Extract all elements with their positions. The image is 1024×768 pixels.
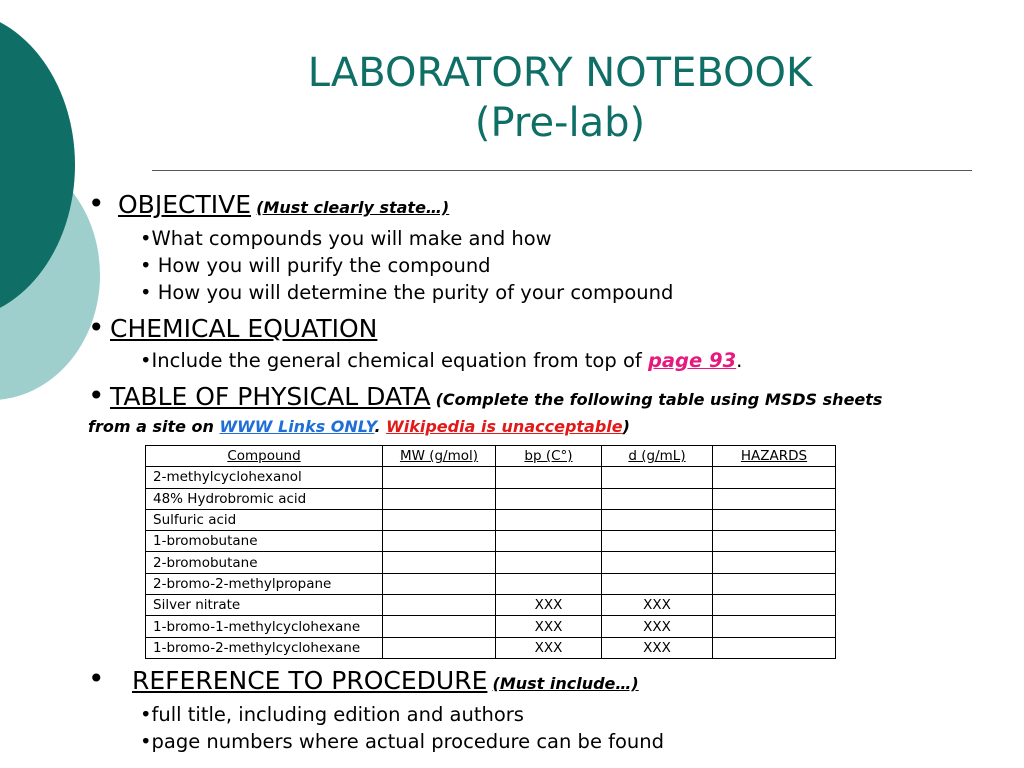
physical-data-heading: TABLE OF PHYSICAL DATA <box>110 382 431 411</box>
physical-data-note: Complete the following table using MSDS sheets <box>442 390 883 409</box>
table-row <box>146 595 836 616</box>
table-row <box>146 531 836 552</box>
value-cell <box>713 595 836 616</box>
title-line-2: (Pre-lab) <box>474 100 646 146</box>
physical-data-note-start: from a site on <box>88 417 220 436</box>
compound-cell: Sulfuric acid <box>146 509 383 530</box>
compound-cell: 1-bromobutane <box>146 531 383 552</box>
compound-cell: 1-bromo-2-methylcyclohexane <box>146 637 383 658</box>
value-cell <box>496 531 602 552</box>
objective-item-3: • How you will determine the purity of your compound <box>140 281 674 304</box>
bullet-objective: • <box>88 187 105 220</box>
compound-cell: 2-bromo-2-methylpropane <box>146 573 383 594</box>
column-header: d (g/mL) <box>602 446 713 467</box>
table-row <box>146 509 836 530</box>
value-cell <box>496 467 602 488</box>
title-line-1: LABORATORY NOTEBOOK <box>307 50 813 96</box>
column-header: HAZARDS <box>713 446 836 467</box>
title-divider <box>152 170 972 171</box>
value-cell <box>383 637 496 658</box>
value-cell <box>496 573 602 594</box>
table-row <box>146 467 836 488</box>
table-row <box>146 488 836 509</box>
value-cell <box>713 488 836 509</box>
page-93-link[interactable]: page 93 <box>647 349 737 372</box>
compound-cell: 2-bromobutane <box>146 552 383 573</box>
objective-item-2: • How you will purify the compound <box>140 254 491 277</box>
value-cell <box>602 531 713 552</box>
value-cell <box>496 552 602 573</box>
value-cell <box>383 573 496 594</box>
value-cell <box>383 467 496 488</box>
value-cell <box>713 509 836 530</box>
slide-title <box>150 48 970 148</box>
objective-item-1: •What compounds you will make and how <box>140 227 552 250</box>
value-cell: XXX <box>496 595 602 616</box>
physical-data-note-open: ( <box>435 390 443 409</box>
objective-note: (Must clearly state…) <box>256 198 450 217</box>
table-row <box>146 616 836 637</box>
table-row <box>146 637 836 658</box>
physical-data-table <box>145 445 836 659</box>
value-cell <box>713 552 836 573</box>
table-body <box>146 467 836 659</box>
value-cell: XXX <box>496 616 602 637</box>
column-header: bp (C°) <box>496 446 602 467</box>
reference-item-2: •page numbers where actual procedure can be found <box>140 730 665 753</box>
value-cell: XXX <box>602 637 713 658</box>
physical-data-note-line2 <box>88 417 630 436</box>
chemical-equation-heading: CHEMICAL EQUATION <box>110 314 378 343</box>
value-cell <box>383 595 496 616</box>
chemical-equation-item <box>140 349 742 372</box>
value-cell <box>383 509 496 530</box>
wikipedia-warning: Wikipedia is unacceptable <box>386 417 623 436</box>
value-cell: XXX <box>602 595 713 616</box>
reference-heading-line <box>132 666 639 695</box>
value-cell <box>602 573 713 594</box>
value-cell <box>713 616 836 637</box>
value-cell <box>602 488 713 509</box>
value-cell <box>496 509 602 530</box>
table-row <box>146 573 836 594</box>
table-row <box>146 552 836 573</box>
value-cell <box>383 488 496 509</box>
compound-cell: Silver nitrate <box>146 595 383 616</box>
physical-data-note-close: ) <box>622 417 630 436</box>
bullet-reference: • <box>88 662 105 695</box>
bullet-physical-data: • <box>88 379 105 412</box>
compound-cell: 48% Hydrobromic acid <box>146 488 383 509</box>
value-cell <box>713 531 836 552</box>
column-header: Compound <box>146 446 383 467</box>
value-cell: XXX <box>602 616 713 637</box>
value-cell <box>602 467 713 488</box>
compound-cell: 2-methylcyclohexanol <box>146 467 383 488</box>
value-cell <box>383 616 496 637</box>
value-cell <box>602 509 713 530</box>
reference-heading: REFERENCE TO PROCEDURE <box>132 666 488 695</box>
objective-heading: OBJECTIVE <box>118 190 251 219</box>
chemical-equation-item-end: . <box>736 349 743 372</box>
value-cell <box>602 552 713 573</box>
www-links-link[interactable]: WWW Links ONLY <box>219 417 375 436</box>
value-cell <box>713 637 836 658</box>
objective-heading-line <box>118 190 449 219</box>
value-cell <box>383 531 496 552</box>
value-cell <box>713 467 836 488</box>
bullet-chemical-equation: • <box>88 311 105 344</box>
column-header: MW (g/mol) <box>383 446 496 467</box>
compound-cell: 1-bromo-1-methylcyclohexane <box>146 616 383 637</box>
value-cell: XXX <box>496 637 602 658</box>
reference-note: (Must include…) <box>492 674 639 693</box>
physical-data-heading-line <box>110 382 882 411</box>
reference-item-1: •full title, including edition and authors <box>140 703 524 726</box>
value-cell <box>383 552 496 573</box>
value-cell <box>713 573 836 594</box>
chemical-equation-item-text: •Include the general chemical equation from top of <box>140 349 648 372</box>
table-header-row <box>146 446 836 467</box>
value-cell <box>496 488 602 509</box>
physical-data-sep: . <box>374 417 387 436</box>
